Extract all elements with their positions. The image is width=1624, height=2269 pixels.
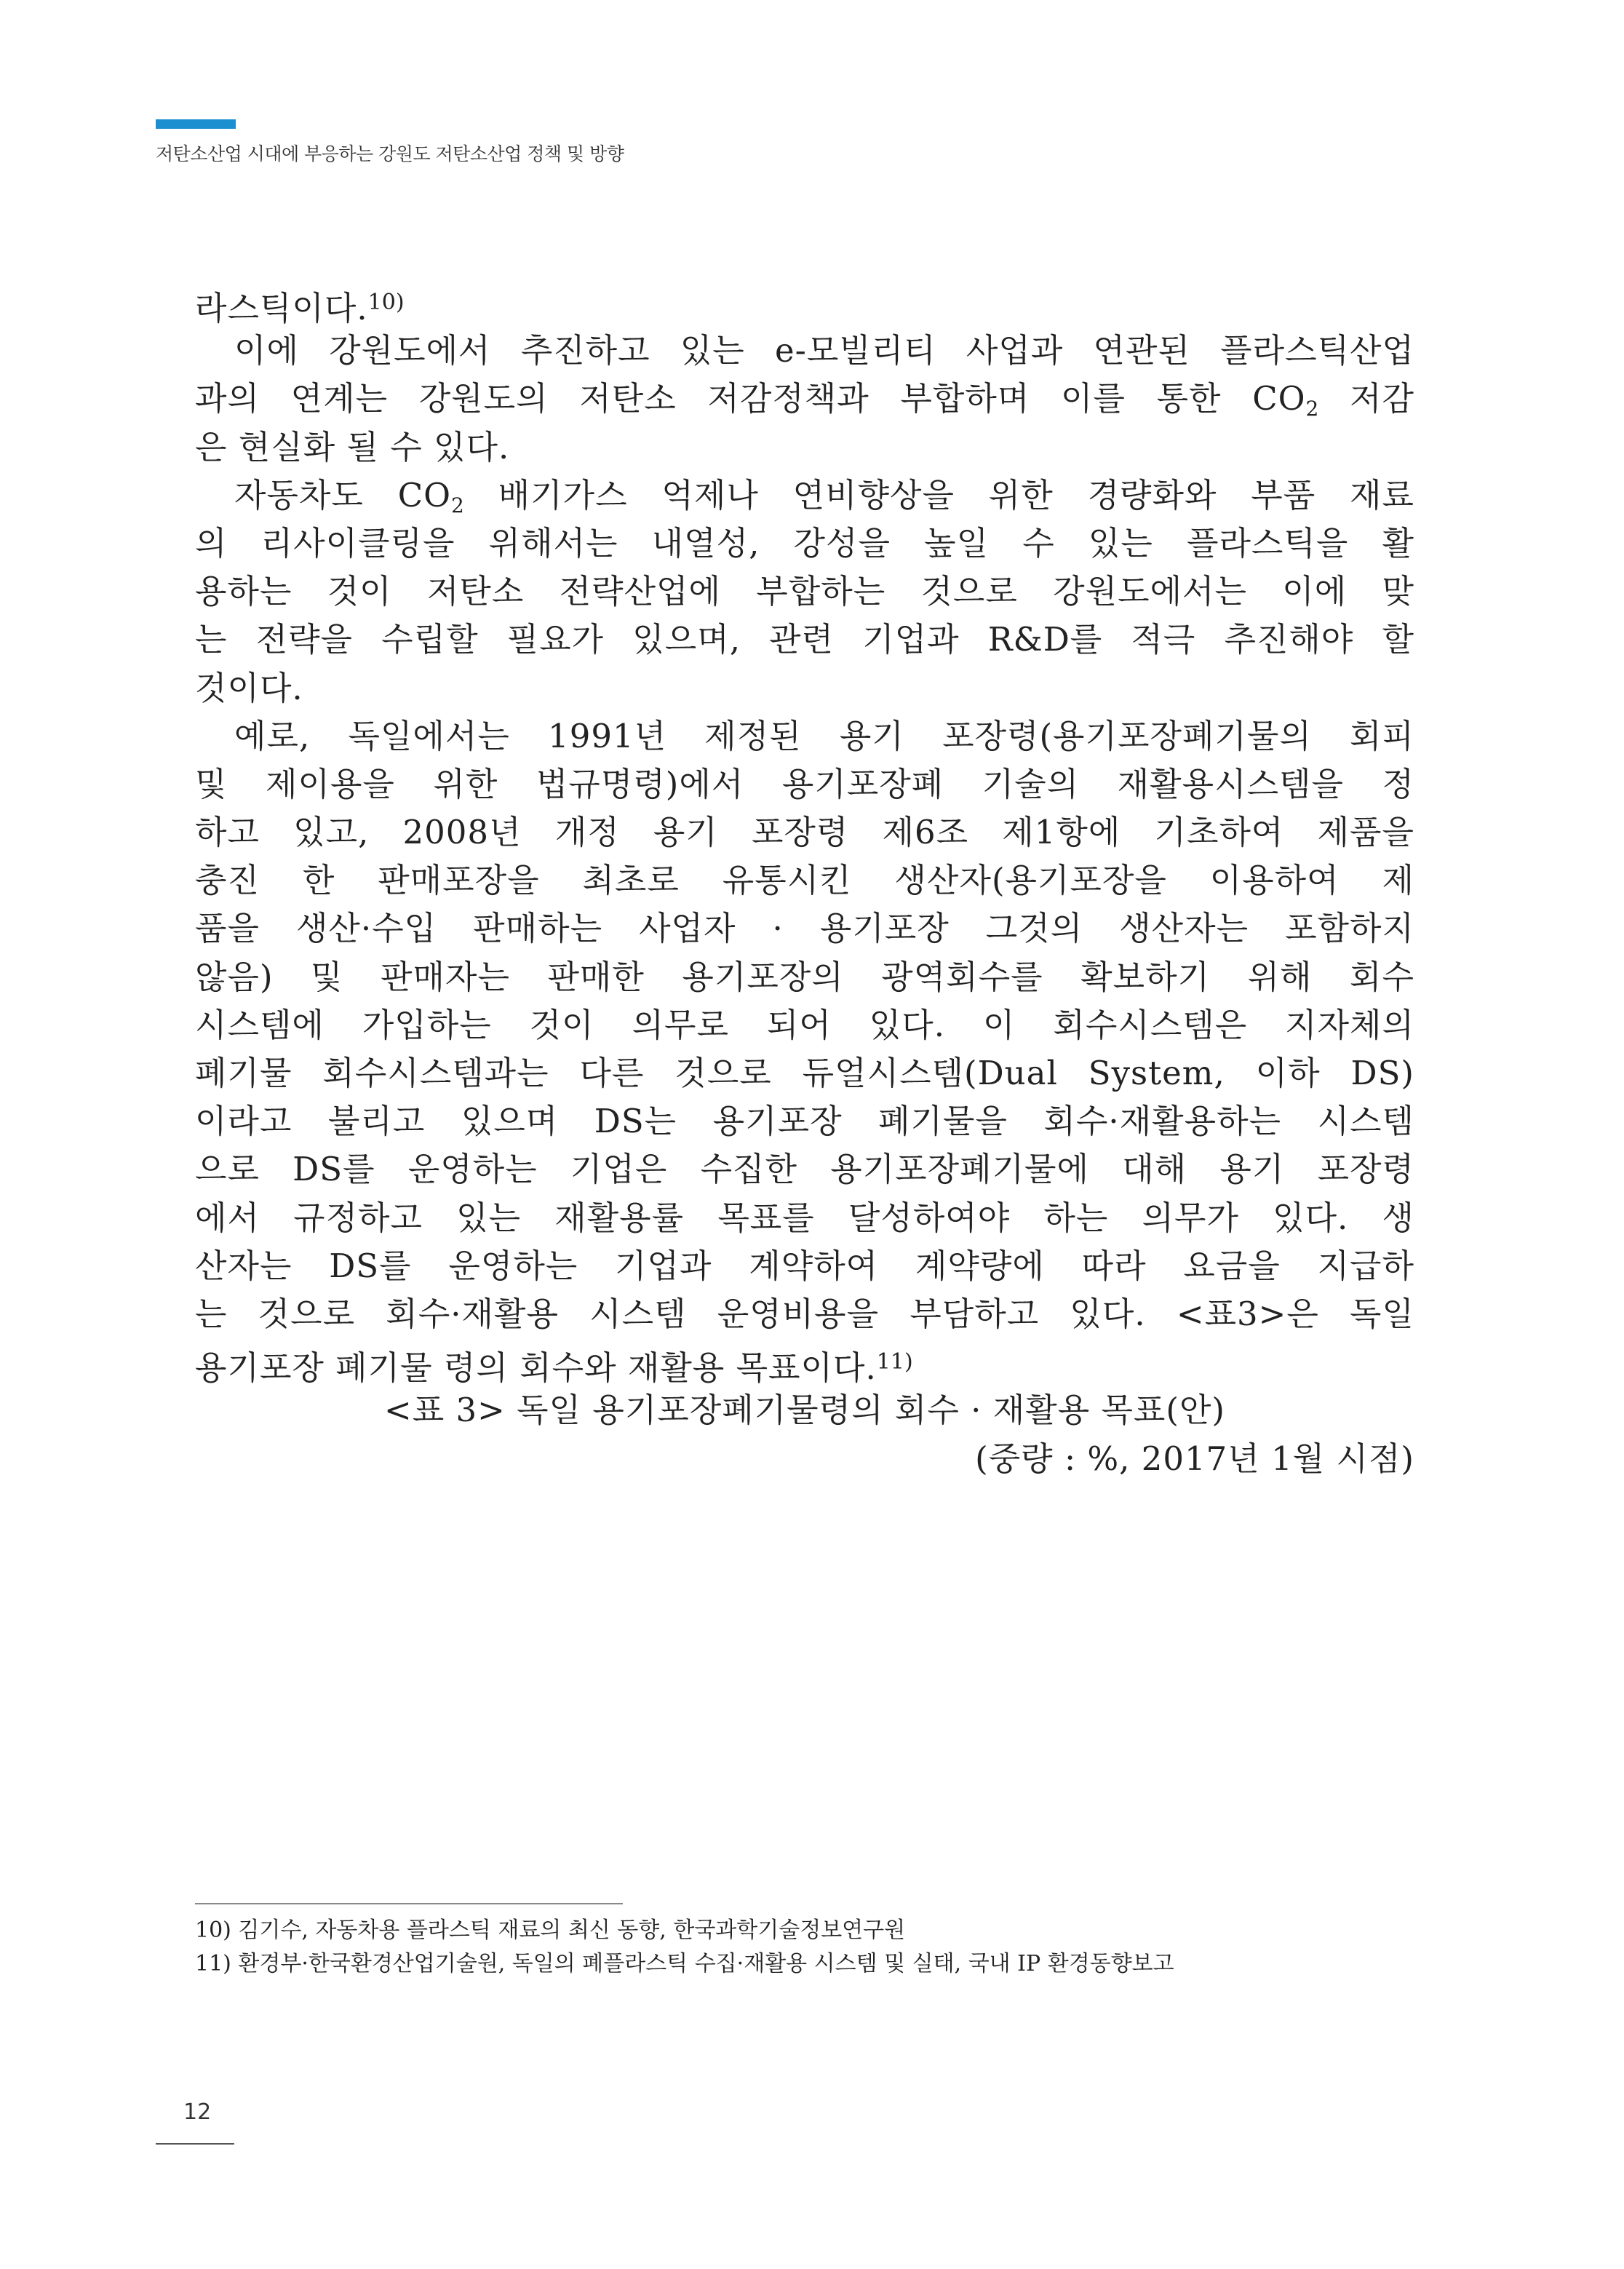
- body-line: 의 리사이클링을 위해서는 내열성, 강성을 높일 수 있는 플라스틱을 활: [195, 523, 1414, 563]
- page-number-rule: [156, 2143, 234, 2145]
- body-line: 것이다.: [195, 668, 303, 707]
- footnote-ref: 11): [876, 1349, 913, 1375]
- table-caption-unit: (중량 : %, 2017년 1월 시점): [975, 1439, 1414, 1478]
- footnote-item: 10) 김기수, 자동차용 플라스틱 재료의 최신 동향, 한국과학기술정보연구원: [195, 1918, 906, 1943]
- running-header: 저탄소산업 시대에 부응하는 강원도 저탄소산업 정책 및 방향: [156, 143, 624, 164]
- body-line: 라스틱이다.$^{10)}$: [195, 289, 405, 327]
- body-line: 및 제이용을 위한 법규명령)에서 용기포장폐 기술의 재활용시스템을 정: [195, 764, 1414, 803]
- body-line: 시스템에 가입하는 것이 의무로 되어 있다. 이 회수시스템은 지자체의: [195, 1005, 1414, 1044]
- body-line: 는 전략을 수립할 필요가 있으며, 관련 기업과 R&D를 적극 추진해야 할: [195, 620, 1414, 659]
- body-line: 하고 있고, 2008년 개정 용기 포장령 제6조 제1항에 기초하여 제품을: [195, 813, 1414, 852]
- body-line: 용하는 것이 저탄소 전략산업에 부합하는 것으로 강원도에서는 이에 맞: [195, 572, 1414, 611]
- body-line: 품을 생산·수입 판매하는 사업자 · 용기포장 그것의 생산자는 포함하지: [195, 909, 1414, 948]
- body-line: 이라고 불리고 있으며 DS는 용기포장 폐기물을 회수·재활용하는 시스템: [195, 1102, 1414, 1141]
- page-number: 12: [183, 2099, 212, 2125]
- body-line: 산자는 DS를 운영하는 기업과 계약하여 계약량에 따라 요금을 지급하: [195, 1246, 1414, 1285]
- header-accent-bar: [156, 119, 236, 129]
- body-line: 과의 연계는 강원도의 저탄소 저감정책과 부합하며 이를 통한 $CO_2$ 저감: [195, 379, 1414, 421]
- body-line: 은 현실화 될 수 있다.: [195, 427, 510, 466]
- body-line: 자동차도 $CO_2$ 배기가스 억제나 연비향상을 위한 경량화와 부품 재료: [234, 475, 1414, 517]
- body-line: 폐기물 회수시스템과는 다른 것으로 듀얼시스템(Dual System, 이하 DS): [195, 1054, 1414, 1092]
- body-text: [195, 279, 1414, 1483]
- body-line: 이에 강원도에서 추진하고 있는 e-모빌리티 사업과 연관된 플라스틱산업: [234, 331, 1414, 370]
- body-line: 으로 DS를 운영하는 기업은 수집한 용기포장폐기물에 대해 용기 포장령: [195, 1150, 1414, 1189]
- subscript: 2: [451, 493, 464, 517]
- footnote-item: 11) 환경부·한국환경산업기술원, 독일의 폐플라스틱 수집·재활용 시스템 및 실태, 국내 IP 환경동향보고: [195, 1951, 1174, 1976]
- body-line: 용기포장 폐기물 령의 회수와 재활용 목표이다.$^{11)}$: [195, 1348, 913, 1388]
- footnote-divider: [195, 1903, 623, 1904]
- subscript: 2: [1305, 397, 1319, 421]
- body-line: 는 것으로 회수·재활용 시스템 운영비용을 부담하고 있다. <표3>은 독일: [195, 1294, 1414, 1333]
- table-caption-title: <표 3> 독일 용기포장폐기물령의 회수 · 재활용 목표(안): [384, 1391, 1225, 1430]
- footnotes: [195, 1914, 1174, 1981]
- body-line: 예로, 독일에서는 1991년 제정된 용기 포장령(용기포장폐기물의 회피: [234, 716, 1414, 755]
- footnote-ref: 10): [367, 290, 405, 315]
- body-line: 충진 한 판매포장을 최초로 유통시킨 생산자(용기포장을 이용하여 제: [195, 861, 1414, 900]
- body-line: 에서 규정하고 있는 재활용률 목표를 달성하여야 하는 의무가 있다. 생: [195, 1198, 1414, 1237]
- body-line: 않음) 및 판매자는 판매한 용기포장의 광역회수를 확보하기 위해 회수: [195, 957, 1414, 996]
